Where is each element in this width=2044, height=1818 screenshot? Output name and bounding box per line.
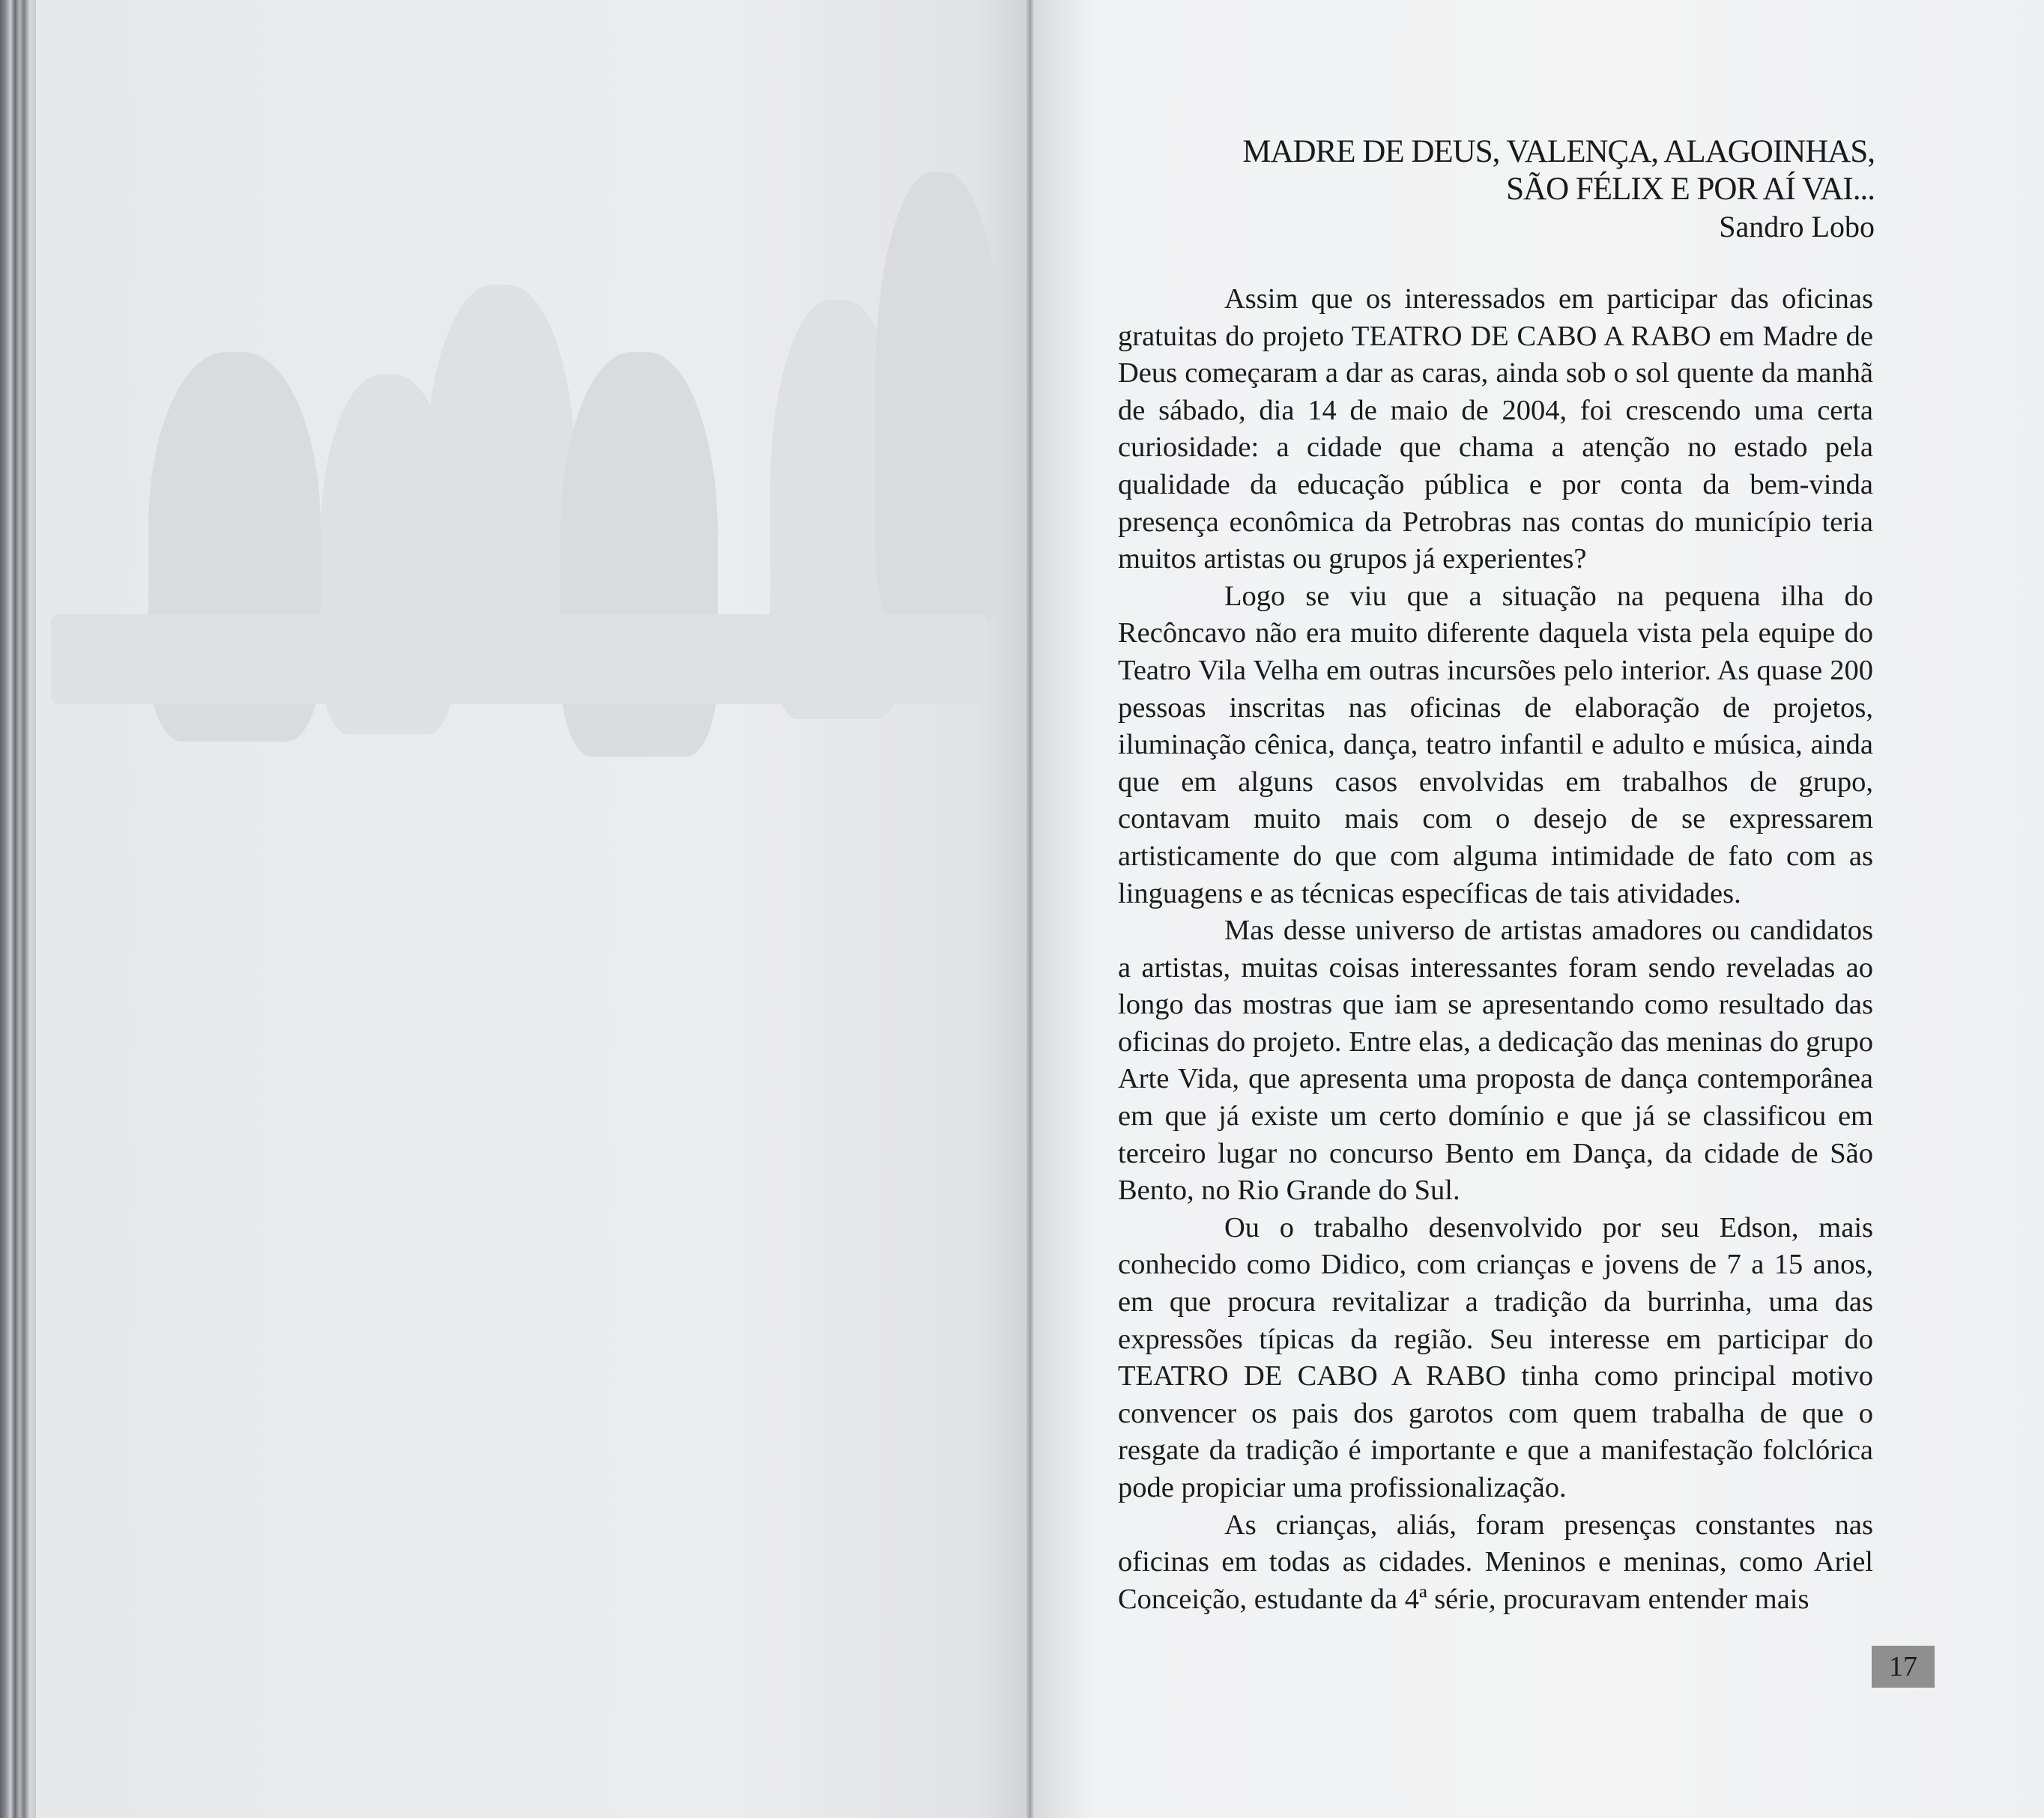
body-text xyxy=(1118,281,1873,1618)
left-page-faded-photo xyxy=(36,0,1026,1818)
book-gutter xyxy=(1026,0,1034,1818)
book-edge xyxy=(0,0,36,1818)
heading-line-2: SÃO FÉLIX E POR AÍ VAI... xyxy=(1506,172,1875,207)
paragraph-3: Mas desse universo de artistas amadores ou candidatos a artistas, muitas coisas interessantes foram sendo reveladas ao longo das mostras que iam se apresentando como resultado das oficinas do projeto. Entre elas, a dedicação das meninas do grupo Arte Vida, que apresenta uma proposta de dança contemporânea em que já existe um certo domínio e que já se classificou em terceiro lugar no concurso Bento em Dança, da cidade de São Bento, no Rio Grande do Sul. xyxy=(1118,915,1873,1207)
heading-line-1: MADRE DE DEUS, VALENÇA, ALAGOINHAS, xyxy=(1242,134,1875,169)
page-number: 17 xyxy=(1872,1646,1935,1688)
paragraph-2: Logo se viu que a situação na pequena ilha do Recôncavo não era muito diferente daquela vista pela equipe do Teatro Vila Velha em outras incursões pelo interior. As quase 200 pessoas inscritas nas oficinas de elaboração de projetos, iluminação cênica, dança, teatro infantil e adulto e música, ainda que em alguns casos envolvidas em trabalhos de grupo, contavam muito mais com o desejo de se expressarem artisticamente do que com alguma intimidade de fato com as linguagens e as técnicas específicas de tais atividades. xyxy=(1118,580,1873,909)
author-name: Sandro Lobo xyxy=(1719,210,1875,243)
paragraph-5: As crianças, aliás, foram presenças constantes nas oficinas em todas as cidades. Meninos e meninas, como Ariel Conceição, estudante da 4ª série, procuravam entender mais xyxy=(1118,1509,1873,1615)
paragraph-4: Ou o trabalho desenvolvido por seu Edson, mais conhecido como Didico, com crianças e jovens de 7 a 15 anos, em que procura revitalizar a tradição da burrinha, uma das expressões típicas da região. Seu interesse em participar do TEATRO DE CABO A RABO tinha como principal motivo convencer os pais dos garotos com quem trabalha de que o resgate da tradição é importante e que a manifestação folclórica pode propiciar uma profissionalização. xyxy=(1118,1211,1873,1503)
chapter-heading xyxy=(1242,133,1875,246)
paragraph-1: Assim que os interessados em participar das oficinas gratuitas do projeto TEATRO DE CABO A RABO em Madre de Deus começaram a dar as caras, ainda sob o sol quente da manhã de sábado, dia 14 de maio de 2004, foi crescendo uma certa curiosidade: a cidade que chama a atenção no estado pela qualidade da educação pública e por conta da bem-vinda presença econômica da Petrobras nas contas do município teria muitos artistas ou grupos já experientes? xyxy=(1118,283,1873,575)
